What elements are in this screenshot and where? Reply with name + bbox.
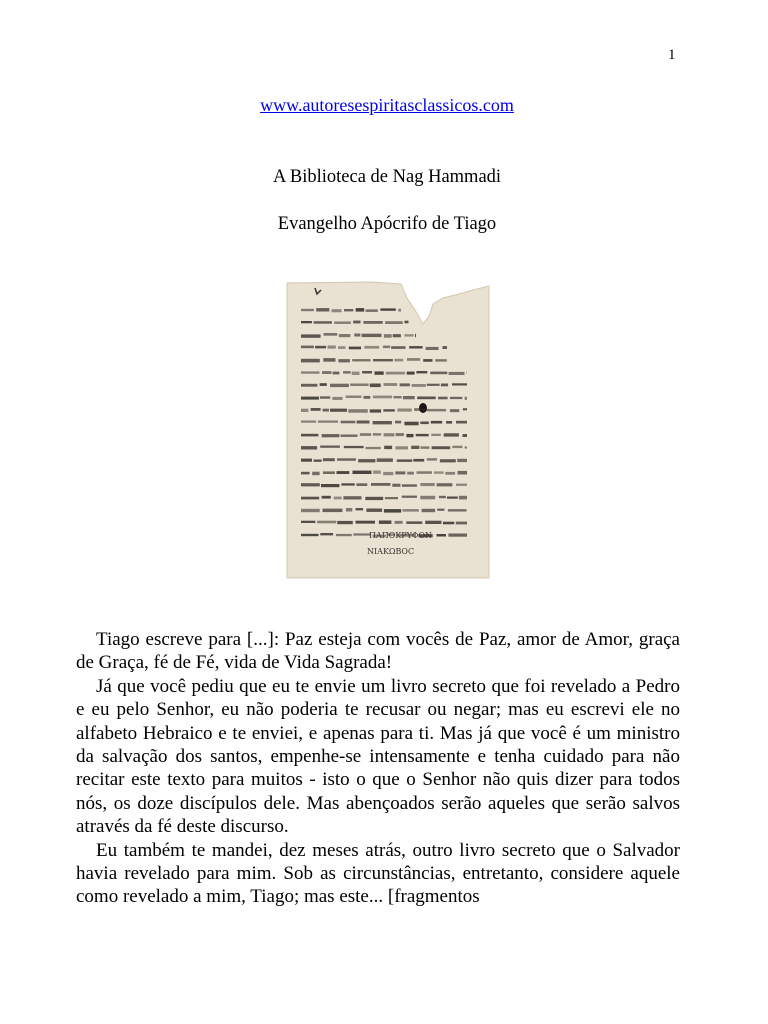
page-title: A Biblioteca de Nag Hammadi [272, 167, 502, 187]
ink-stroke [357, 421, 370, 424]
ink-stroke [352, 359, 370, 361]
ink-stroke [465, 397, 467, 400]
ink-stroke [445, 472, 455, 475]
ink-stroke [456, 484, 467, 486]
ink-stroke [441, 384, 448, 387]
ink-stroke [395, 471, 405, 474]
ink-stroke [450, 397, 462, 399]
ink-stroke [412, 384, 426, 387]
ink-stroke [316, 308, 329, 311]
ink-stroke [301, 472, 310, 475]
paragraph-2: Já que você pediu que eu te envie um livro secreto que foi revelado a Pedro e eu pelo Senhor, eu não poderia te recusar ou negar; mas eu escrevi ele no alfabeto Hebraico e te enviei, e apenas para ti. Mas já que você é um ministro da salvação dos santos, empenhe-se intensamente e tenha cuidado para não recitar este texto para muitos - isto o que o Senhor não quis dizer para todos nós, os doze discípulos dele. Mas abençoados serão aqueles que serão salvos através da fé deste discurso. [76, 675, 680, 838]
ink-stroke [375, 371, 384, 374]
ink-stroke [463, 408, 467, 410]
ink-stroke [443, 346, 448, 349]
ink-stroke [334, 497, 342, 500]
ink-stroke [395, 446, 408, 449]
ink-stroke [394, 359, 403, 362]
papyrus-hole [419, 403, 427, 413]
ink-stroke [323, 509, 343, 512]
ink-stroke [450, 409, 459, 412]
ink-stroke [448, 534, 467, 537]
ink-stroke [420, 496, 435, 500]
ink-stroke [320, 396, 330, 398]
ink-stroke [301, 483, 320, 486]
ink-stroke [437, 509, 444, 511]
page-number: 1 [668, 47, 676, 63]
ink-stroke [415, 334, 416, 337]
ink-stroke [301, 371, 320, 373]
ink-stroke [301, 309, 314, 311]
page-subtitle: Evangelho Apócrifo de Tiago [277, 214, 497, 234]
ink-stroke [349, 347, 361, 350]
ink-stroke [449, 372, 465, 375]
ink-stroke [301, 359, 320, 363]
ink-stroke [362, 371, 372, 374]
ink-stroke [420, 483, 434, 486]
ink-stroke [397, 459, 413, 462]
ink-stroke [414, 408, 425, 411]
ink-stroke [447, 497, 458, 499]
ink-stroke [448, 509, 467, 511]
paragraph-3: Eu também te mandei, dez meses atrás, outro livro secreto que o Salvador havia revelado para mim. Sob as circunstâncias, entretanto, considere aquele como revelado a mim, Tiago; mas este... [fragmentos [76, 839, 680, 908]
ink-stroke [395, 421, 401, 424]
ink-stroke [364, 396, 371, 399]
ink-stroke [439, 496, 446, 498]
ink-stroke [356, 308, 365, 312]
ink-stroke [301, 409, 308, 412]
ink-stroke [322, 434, 340, 437]
ink-stroke [330, 384, 349, 387]
ink-stroke [384, 334, 392, 338]
ink-stroke [393, 334, 401, 337]
ink-stroke [416, 434, 429, 436]
ink-stroke [323, 471, 335, 474]
papyrus-manuscript-image [283, 280, 493, 582]
ink-stroke [338, 346, 346, 349]
ink-stroke [392, 484, 400, 487]
ink-stroke [440, 459, 456, 462]
ink-stroke [409, 346, 422, 348]
ink-stroke [463, 434, 468, 437]
ink-stroke [366, 309, 378, 312]
ink-stroke [324, 333, 338, 336]
ink-stroke [402, 496, 417, 498]
ink-stroke [398, 309, 401, 312]
ink-stroke [301, 459, 312, 462]
ink-stroke [323, 458, 335, 461]
ink-stroke [417, 471, 433, 474]
ink-stroke [391, 346, 405, 349]
ink-stroke [465, 446, 467, 448]
ink-stroke [346, 508, 352, 512]
ink-stroke [311, 408, 321, 411]
ink-stroke [348, 409, 368, 413]
ink-stroke [407, 358, 420, 361]
ink-stroke [426, 347, 439, 350]
ink-stroke [301, 346, 314, 349]
ink-stroke [320, 383, 327, 386]
ink-stroke [341, 421, 356, 424]
ink-stroke [438, 397, 448, 400]
ink-stroke [346, 396, 362, 399]
ink-stroke [427, 458, 437, 460]
ink-stroke [420, 422, 429, 425]
ink-stroke [301, 397, 319, 400]
ink-stroke [314, 321, 332, 324]
ink-stroke [437, 483, 453, 486]
ink-stroke [383, 346, 390, 349]
ink-stroke [323, 358, 335, 362]
ink-stroke [384, 446, 392, 449]
ink-stroke [332, 397, 342, 400]
ink-stroke [370, 409, 381, 412]
ink-stroke [373, 471, 381, 474]
ink-stroke [421, 446, 430, 448]
ink-stroke [400, 383, 410, 386]
ink-stroke [328, 346, 336, 349]
ink-stroke [356, 521, 376, 524]
ink-stroke [379, 521, 392, 524]
ink-stroke [341, 435, 358, 437]
ink-stroke [330, 409, 347, 412]
ink-stroke [317, 521, 336, 524]
ink-stroke [301, 434, 318, 437]
ink-stroke [377, 458, 393, 462]
ink-stroke [315, 346, 326, 349]
ink-stroke [338, 359, 350, 362]
ink-stroke [383, 409, 394, 411]
ink-stroke [403, 509, 419, 512]
ink-stroke [366, 447, 381, 449]
ink-stroke [431, 421, 442, 424]
ink-stroke [334, 322, 351, 324]
ink-stroke [435, 359, 447, 361]
ink-stroke [337, 521, 353, 524]
ink-stroke [443, 522, 454, 525]
ink-stroke [301, 421, 316, 423]
ink-stroke [364, 346, 379, 349]
ink-stroke [452, 383, 467, 385]
ink-stroke [341, 483, 354, 485]
ink-stroke [384, 383, 398, 386]
website-link[interactable]: www.autoresespiritasclassicos.com [260, 95, 514, 115]
ink-stroke [373, 359, 393, 361]
ink-stroke [332, 309, 342, 312]
ink-stroke [407, 372, 415, 375]
ink-stroke [383, 472, 393, 475]
ink-stroke [365, 497, 383, 500]
ink-stroke [301, 497, 319, 500]
ink-stroke [404, 422, 418, 426]
ink-stroke [320, 533, 333, 535]
ink-stroke [396, 433, 404, 436]
ink-stroke [403, 396, 415, 399]
ink-stroke [405, 321, 409, 324]
ink-stroke [301, 534, 319, 536]
ink-stroke [386, 372, 405, 375]
ink-stroke [385, 321, 403, 324]
ink-stroke [350, 384, 368, 387]
ink-stroke [314, 460, 322, 462]
ink-stroke [380, 308, 395, 310]
ink-stroke [413, 459, 424, 462]
ink-stroke [457, 459, 467, 462]
ink-stroke [444, 433, 459, 436]
ink-stroke [430, 372, 447, 375]
ink-stroke [394, 396, 402, 398]
ink-stroke [373, 421, 392, 424]
ink-stroke [406, 521, 422, 524]
ink-stroke [352, 372, 360, 375]
ink-stroke [322, 371, 332, 374]
ink-stroke [385, 497, 398, 499]
ink-stroke [322, 496, 331, 499]
ink-stroke [337, 458, 356, 461]
ink-stroke [336, 534, 352, 536]
ink-stroke [397, 409, 411, 412]
ink-stroke [423, 359, 432, 362]
ink-stroke [360, 433, 371, 436]
ink-stroke [422, 509, 436, 512]
ink-stroke [431, 434, 441, 436]
ink-stroke [301, 521, 315, 523]
ink-stroke [411, 446, 419, 449]
ink-stroke [459, 496, 467, 500]
ink-stroke [437, 534, 447, 537]
body-text [76, 628, 680, 909]
ink-stroke [452, 446, 462, 448]
ink-stroke [426, 409, 446, 412]
ink-stroke [354, 334, 360, 337]
ink-stroke [434, 471, 444, 473]
ink-stroke [362, 334, 382, 337]
ink-stroke [370, 384, 381, 388]
ink-stroke [301, 509, 320, 512]
ink-stroke [363, 321, 382, 324]
ink-stroke [425, 521, 441, 524]
ink-stroke [384, 509, 401, 512]
ink-stroke [301, 321, 312, 323]
ink-stroke [353, 321, 360, 324]
ink-stroke [312, 472, 319, 476]
ink-stroke [321, 484, 339, 487]
ink-stroke [417, 397, 436, 400]
ink-stroke [339, 334, 351, 337]
ink-stroke [353, 471, 372, 474]
ink-stroke [320, 446, 340, 448]
ink-stroke [356, 483, 367, 486]
ink-stroke [337, 471, 350, 474]
ink-stroke [432, 446, 451, 449]
ink-stroke [405, 334, 414, 336]
ink-stroke [406, 434, 413, 437]
ink-stroke [371, 483, 391, 486]
ink-stroke [301, 334, 321, 337]
ink-stroke [344, 309, 353, 311]
ink-stroke [402, 484, 417, 486]
ink-stroke [358, 459, 375, 462]
ink-stroke [456, 522, 467, 525]
ink-stroke [373, 396, 392, 399]
ink-stroke [446, 421, 452, 424]
ink-stroke [333, 372, 340, 375]
manuscript-caption-1: ΠΑΠΟΚΡΥΦΟΝ [369, 531, 433, 540]
ink-stroke [384, 433, 395, 436]
ink-stroke [343, 371, 351, 374]
ink-stroke [323, 409, 329, 412]
ink-stroke [458, 471, 468, 475]
ink-stroke [373, 433, 381, 435]
ink-stroke [416, 371, 427, 373]
manuscript-caption-2: ΝΙΑΚΩΒΟC [367, 547, 415, 556]
ink-stroke [395, 521, 403, 524]
ink-stroke [456, 421, 467, 424]
ink-stroke [427, 384, 440, 386]
ink-stroke [356, 508, 364, 510]
ink-stroke [301, 384, 317, 387]
ink-stroke [301, 446, 317, 449]
ink-stroke [343, 496, 361, 499]
paragraph-1: Tiago escreve para [...]: Paz esteja com vocês de Paz, amor de Amor, graça de Graça, fé de Fé, vida de Vida Sagrada! [76, 629, 680, 674]
ink-stroke [366, 509, 382, 512]
ink-stroke [318, 421, 338, 423]
ink-stroke [344, 446, 364, 448]
ink-stroke [407, 472, 414, 475]
